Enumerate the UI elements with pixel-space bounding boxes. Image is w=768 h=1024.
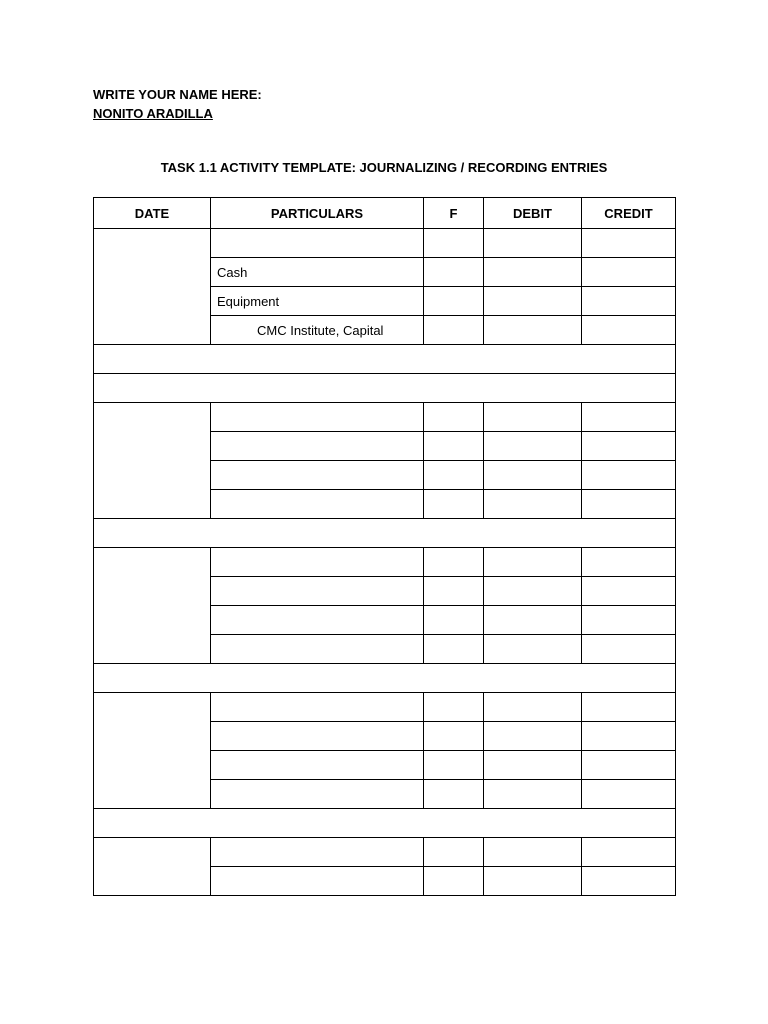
folio-cell[interactable] (424, 432, 484, 461)
credit-cell[interactable] (582, 693, 676, 722)
credit-cell[interactable] (582, 780, 676, 809)
debit-cell[interactable] (484, 606, 582, 635)
credit-cell[interactable] (582, 606, 676, 635)
table-row (94, 403, 676, 432)
column-header-credit: CREDIT (582, 198, 676, 229)
particulars-cell[interactable] (211, 229, 424, 258)
particulars-cell[interactable] (211, 606, 424, 635)
credit-cell[interactable] (582, 432, 676, 461)
debit-cell[interactable] (484, 548, 582, 577)
column-header-f: F (424, 198, 484, 229)
particulars-cell[interactable] (211, 577, 424, 606)
table-row (94, 838, 676, 867)
debit-cell[interactable] (484, 432, 582, 461)
credit-cell[interactable] (582, 490, 676, 519)
separator-row (94, 519, 676, 548)
separator-cell (94, 519, 676, 548)
particulars-cell[interactable] (211, 722, 424, 751)
separator-row (94, 664, 676, 693)
folio-cell[interactable] (424, 287, 484, 316)
folio-cell[interactable] (424, 867, 484, 896)
folio-cell[interactable] (424, 751, 484, 780)
particulars-cell[interactable] (211, 461, 424, 490)
credit-cell[interactable] (582, 867, 676, 896)
debit-cell[interactable] (484, 461, 582, 490)
journal-table (93, 197, 676, 896)
debit-cell[interactable] (484, 316, 582, 345)
folio-cell[interactable] (424, 693, 484, 722)
separator-row (94, 809, 676, 838)
student-name: NONITO ARADILLA (93, 106, 213, 121)
separator-cell (94, 664, 676, 693)
credit-cell[interactable] (582, 751, 676, 780)
debit-cell[interactable] (484, 287, 582, 316)
separator-row (94, 374, 676, 403)
particulars-cell[interactable]: Equipment (211, 287, 424, 316)
folio-cell[interactable] (424, 229, 484, 258)
table-row (94, 229, 676, 258)
folio-cell[interactable] (424, 606, 484, 635)
folio-cell[interactable] (424, 548, 484, 577)
particulars-cell[interactable] (211, 867, 424, 896)
particulars-cell[interactable] (211, 751, 424, 780)
column-header-date: DATE (94, 198, 211, 229)
particulars-cell[interactable] (211, 403, 424, 432)
debit-cell[interactable] (484, 780, 582, 809)
credit-cell[interactable] (582, 548, 676, 577)
date-cell[interactable] (94, 693, 211, 809)
particulars-cell[interactable]: Cash (211, 258, 424, 287)
credit-cell[interactable] (582, 316, 676, 345)
debit-cell[interactable] (484, 693, 582, 722)
separator-cell (94, 374, 676, 403)
folio-cell[interactable] (424, 316, 484, 345)
folio-cell[interactable] (424, 403, 484, 432)
folio-cell[interactable] (424, 838, 484, 867)
column-header-debit: DEBIT (484, 198, 582, 229)
separator-cell (94, 809, 676, 838)
credit-cell[interactable] (582, 287, 676, 316)
debit-cell[interactable] (484, 838, 582, 867)
debit-cell[interactable] (484, 577, 582, 606)
column-header-particulars: PARTICULARS (211, 198, 424, 229)
credit-cell[interactable] (582, 722, 676, 751)
particulars-cell[interactable] (211, 432, 424, 461)
table-header-row (94, 198, 676, 229)
folio-cell[interactable] (424, 490, 484, 519)
table-row (94, 548, 676, 577)
debit-cell[interactable] (484, 490, 582, 519)
debit-cell[interactable] (484, 403, 582, 432)
particulars-cell[interactable] (211, 635, 424, 664)
particulars-cell[interactable] (211, 693, 424, 722)
folio-cell[interactable] (424, 461, 484, 490)
separator-row (94, 345, 676, 374)
credit-cell[interactable] (582, 577, 676, 606)
particulars-cell[interactable] (211, 838, 424, 867)
particulars-cell[interactable] (211, 548, 424, 577)
date-cell[interactable] (94, 548, 211, 664)
credit-cell[interactable] (582, 635, 676, 664)
particulars-cell[interactable]: CMC Institute, Capital (211, 316, 424, 345)
credit-cell[interactable] (582, 229, 676, 258)
debit-cell[interactable] (484, 722, 582, 751)
folio-cell[interactable] (424, 722, 484, 751)
table-row (94, 693, 676, 722)
particulars-cell[interactable] (211, 490, 424, 519)
credit-cell[interactable] (582, 403, 676, 432)
folio-cell[interactable] (424, 780, 484, 809)
debit-cell[interactable] (484, 258, 582, 287)
debit-cell[interactable] (484, 751, 582, 780)
date-cell[interactable] (94, 229, 211, 345)
name-label: WRITE YOUR NAME HERE: (93, 87, 262, 102)
debit-cell[interactable] (484, 867, 582, 896)
debit-cell[interactable] (484, 229, 582, 258)
folio-cell[interactable] (424, 577, 484, 606)
page-title: TASK 1.1 ACTIVITY TEMPLATE: JOURNALIZING / RECORDING ENTRIES (160, 160, 608, 175)
credit-cell[interactable] (582, 838, 676, 867)
debit-cell[interactable] (484, 635, 582, 664)
folio-cell[interactable] (424, 258, 484, 287)
credit-cell[interactable] (582, 258, 676, 287)
credit-cell[interactable] (582, 461, 676, 490)
particulars-cell[interactable] (211, 780, 424, 809)
separator-cell (94, 345, 676, 374)
folio-cell[interactable] (424, 635, 484, 664)
date-cell[interactable] (94, 838, 211, 896)
date-cell[interactable] (94, 403, 211, 519)
